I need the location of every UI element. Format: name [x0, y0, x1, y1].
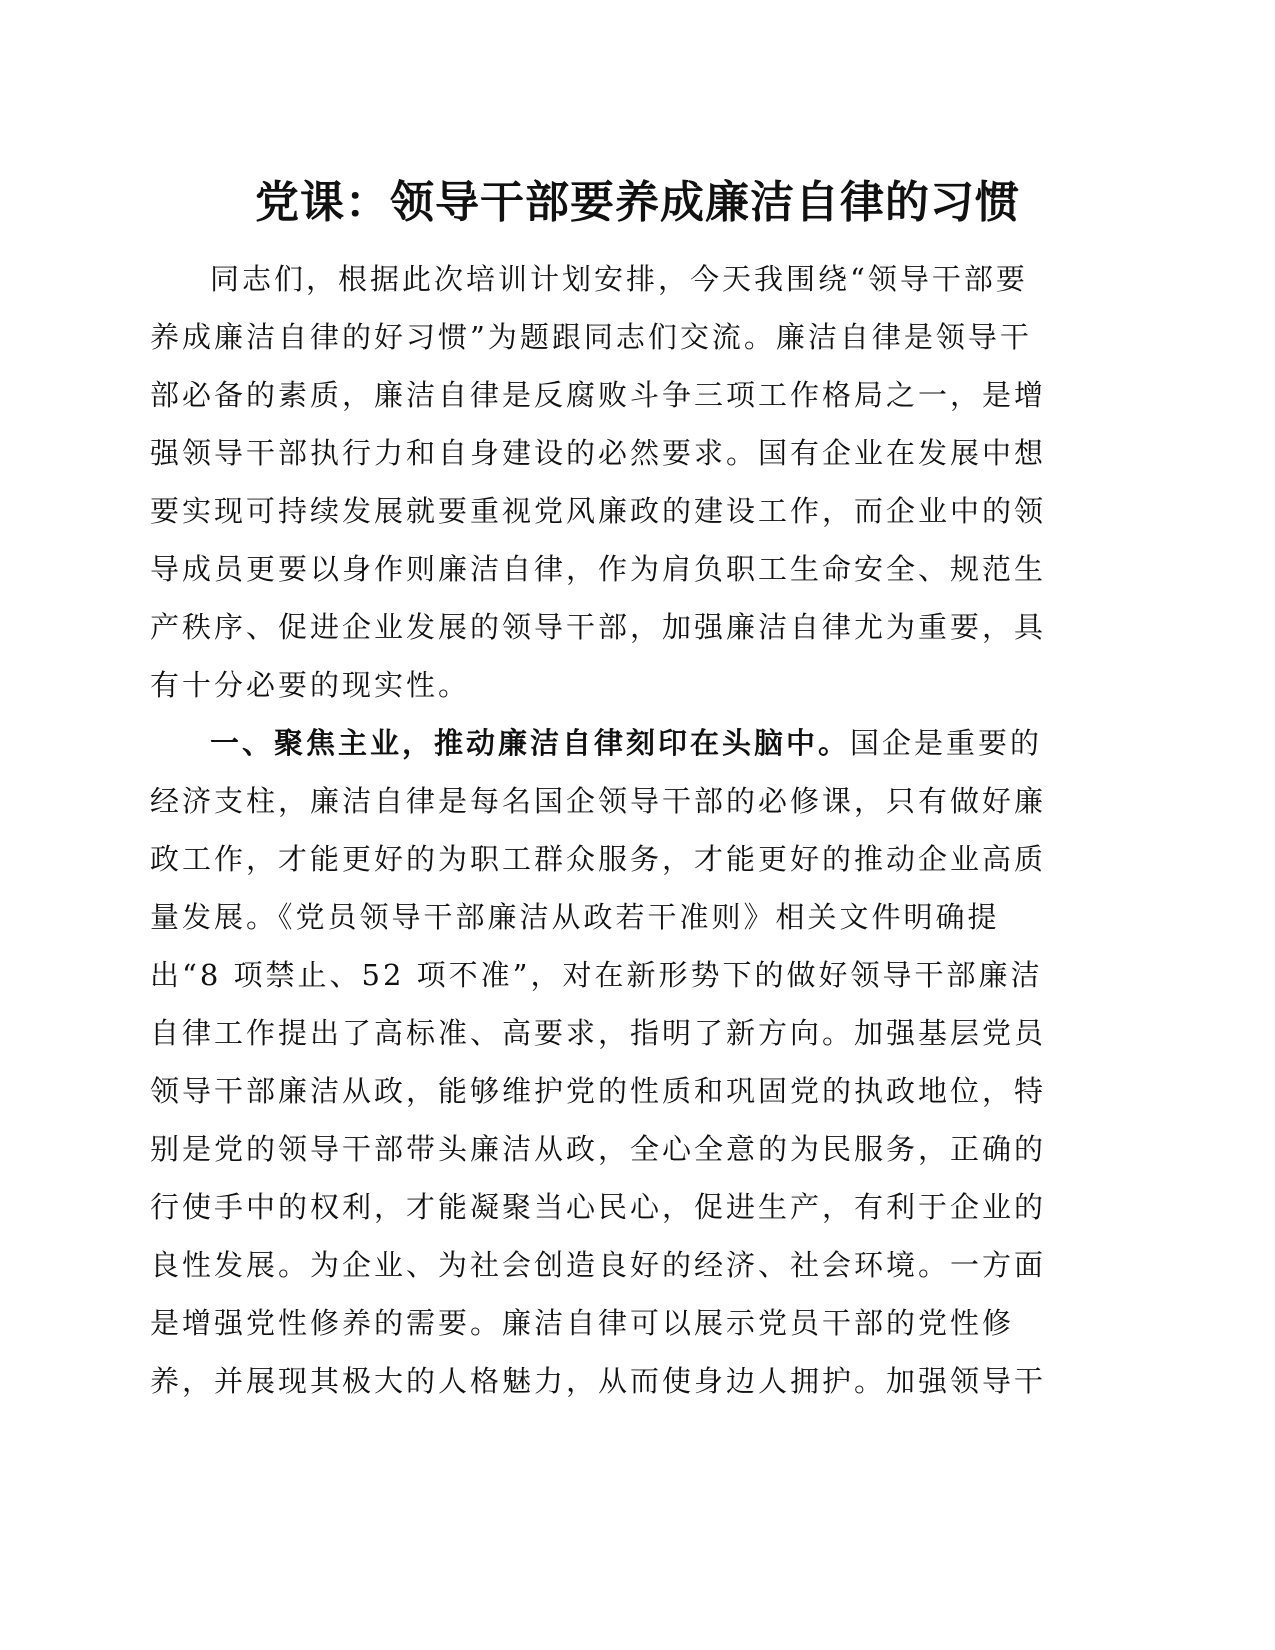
paragraph-line: 政工作，才能更好的为职工群众服务，才能更好的推动企业高质 [150, 842, 1047, 876]
paragraph-line: 部必备的素质，廉洁自律是反腐败斗争三项工作格局之一，是增 [150, 378, 1047, 412]
document-body [150, 250, 1140, 1410]
paragraph-line: 出“8 项禁止、52 项不准”，对在新形势下的做好领导干部廉洁 [150, 958, 1043, 992]
paragraph-line: 自律工作提出了高标准、高要求，指明了新方向。加强基层党员 [150, 1016, 1047, 1050]
paragraph-line: 经济支柱，廉洁自律是每名国企领导干部的必修课，只有做好廉 [150, 784, 1047, 818]
paragraph-line: 导成员更要以身作则廉洁自律，作为肩负职工生命安全、规范生 [150, 552, 1047, 586]
paragraph-line: 同志们，根据此次培训计划安排，今天我围绕“领导干部要 [210, 262, 1028, 296]
paragraph-line: 养成廉洁自律的好习惯”为题跟同志们交流。廉洁自律是领导干 [150, 320, 1032, 354]
paragraph-line: 行使手中的权利，才能凝聚当心民心，促进生产，有利于企业的 [150, 1190, 1047, 1224]
section-heading-line [150, 714, 1140, 772]
paragraph-line: 别是党的领导干部带头廉洁从政，全心全意的为民服务，正确的 [150, 1132, 1047, 1166]
paragraph-line: 量发展。《党员领导干部廉洁从政若干准则》相关文件明确提 [150, 900, 1000, 934]
paragraph-line: 良性发展。为企业、为社会创造良好的经济、社会环境。一方面 [150, 1248, 1047, 1282]
paragraph-line: 产秩序、促进企业发展的领导干部，加强廉洁自律尤为重要，具 [150, 610, 1047, 644]
paragraph-line: 领导干部廉洁从政，能够维护党的性质和巩固党的执政地位，特 [150, 1074, 1047, 1108]
section-heading-continuation: 国企是重要的 [850, 726, 1043, 760]
paragraph-line: 要实现可持续发展就要重视党风廉政的建设工作，而企业中的领 [150, 494, 1047, 528]
paragraph-line: 强领导干部执行力和自身建设的必然要求。国有企业在发展中想 [150, 436, 1047, 470]
paragraph-line: 是增强党性修养的需要。廉洁自律可以展示党员干部的党性修 [150, 1306, 1015, 1340]
paragraph-line: 养，并展现其极大的人格魅力，从而使身边人拥护。加强领导干 [150, 1364, 1047, 1398]
document-title: 党课：领导干部要养成廉洁自律的习惯 [255, 177, 1020, 228]
paragraph-line: 有十分必要的现实性。 [150, 668, 471, 702]
section-heading: 一、聚焦主业，推动廉洁自律刻印在头脑中。 [210, 726, 851, 760]
